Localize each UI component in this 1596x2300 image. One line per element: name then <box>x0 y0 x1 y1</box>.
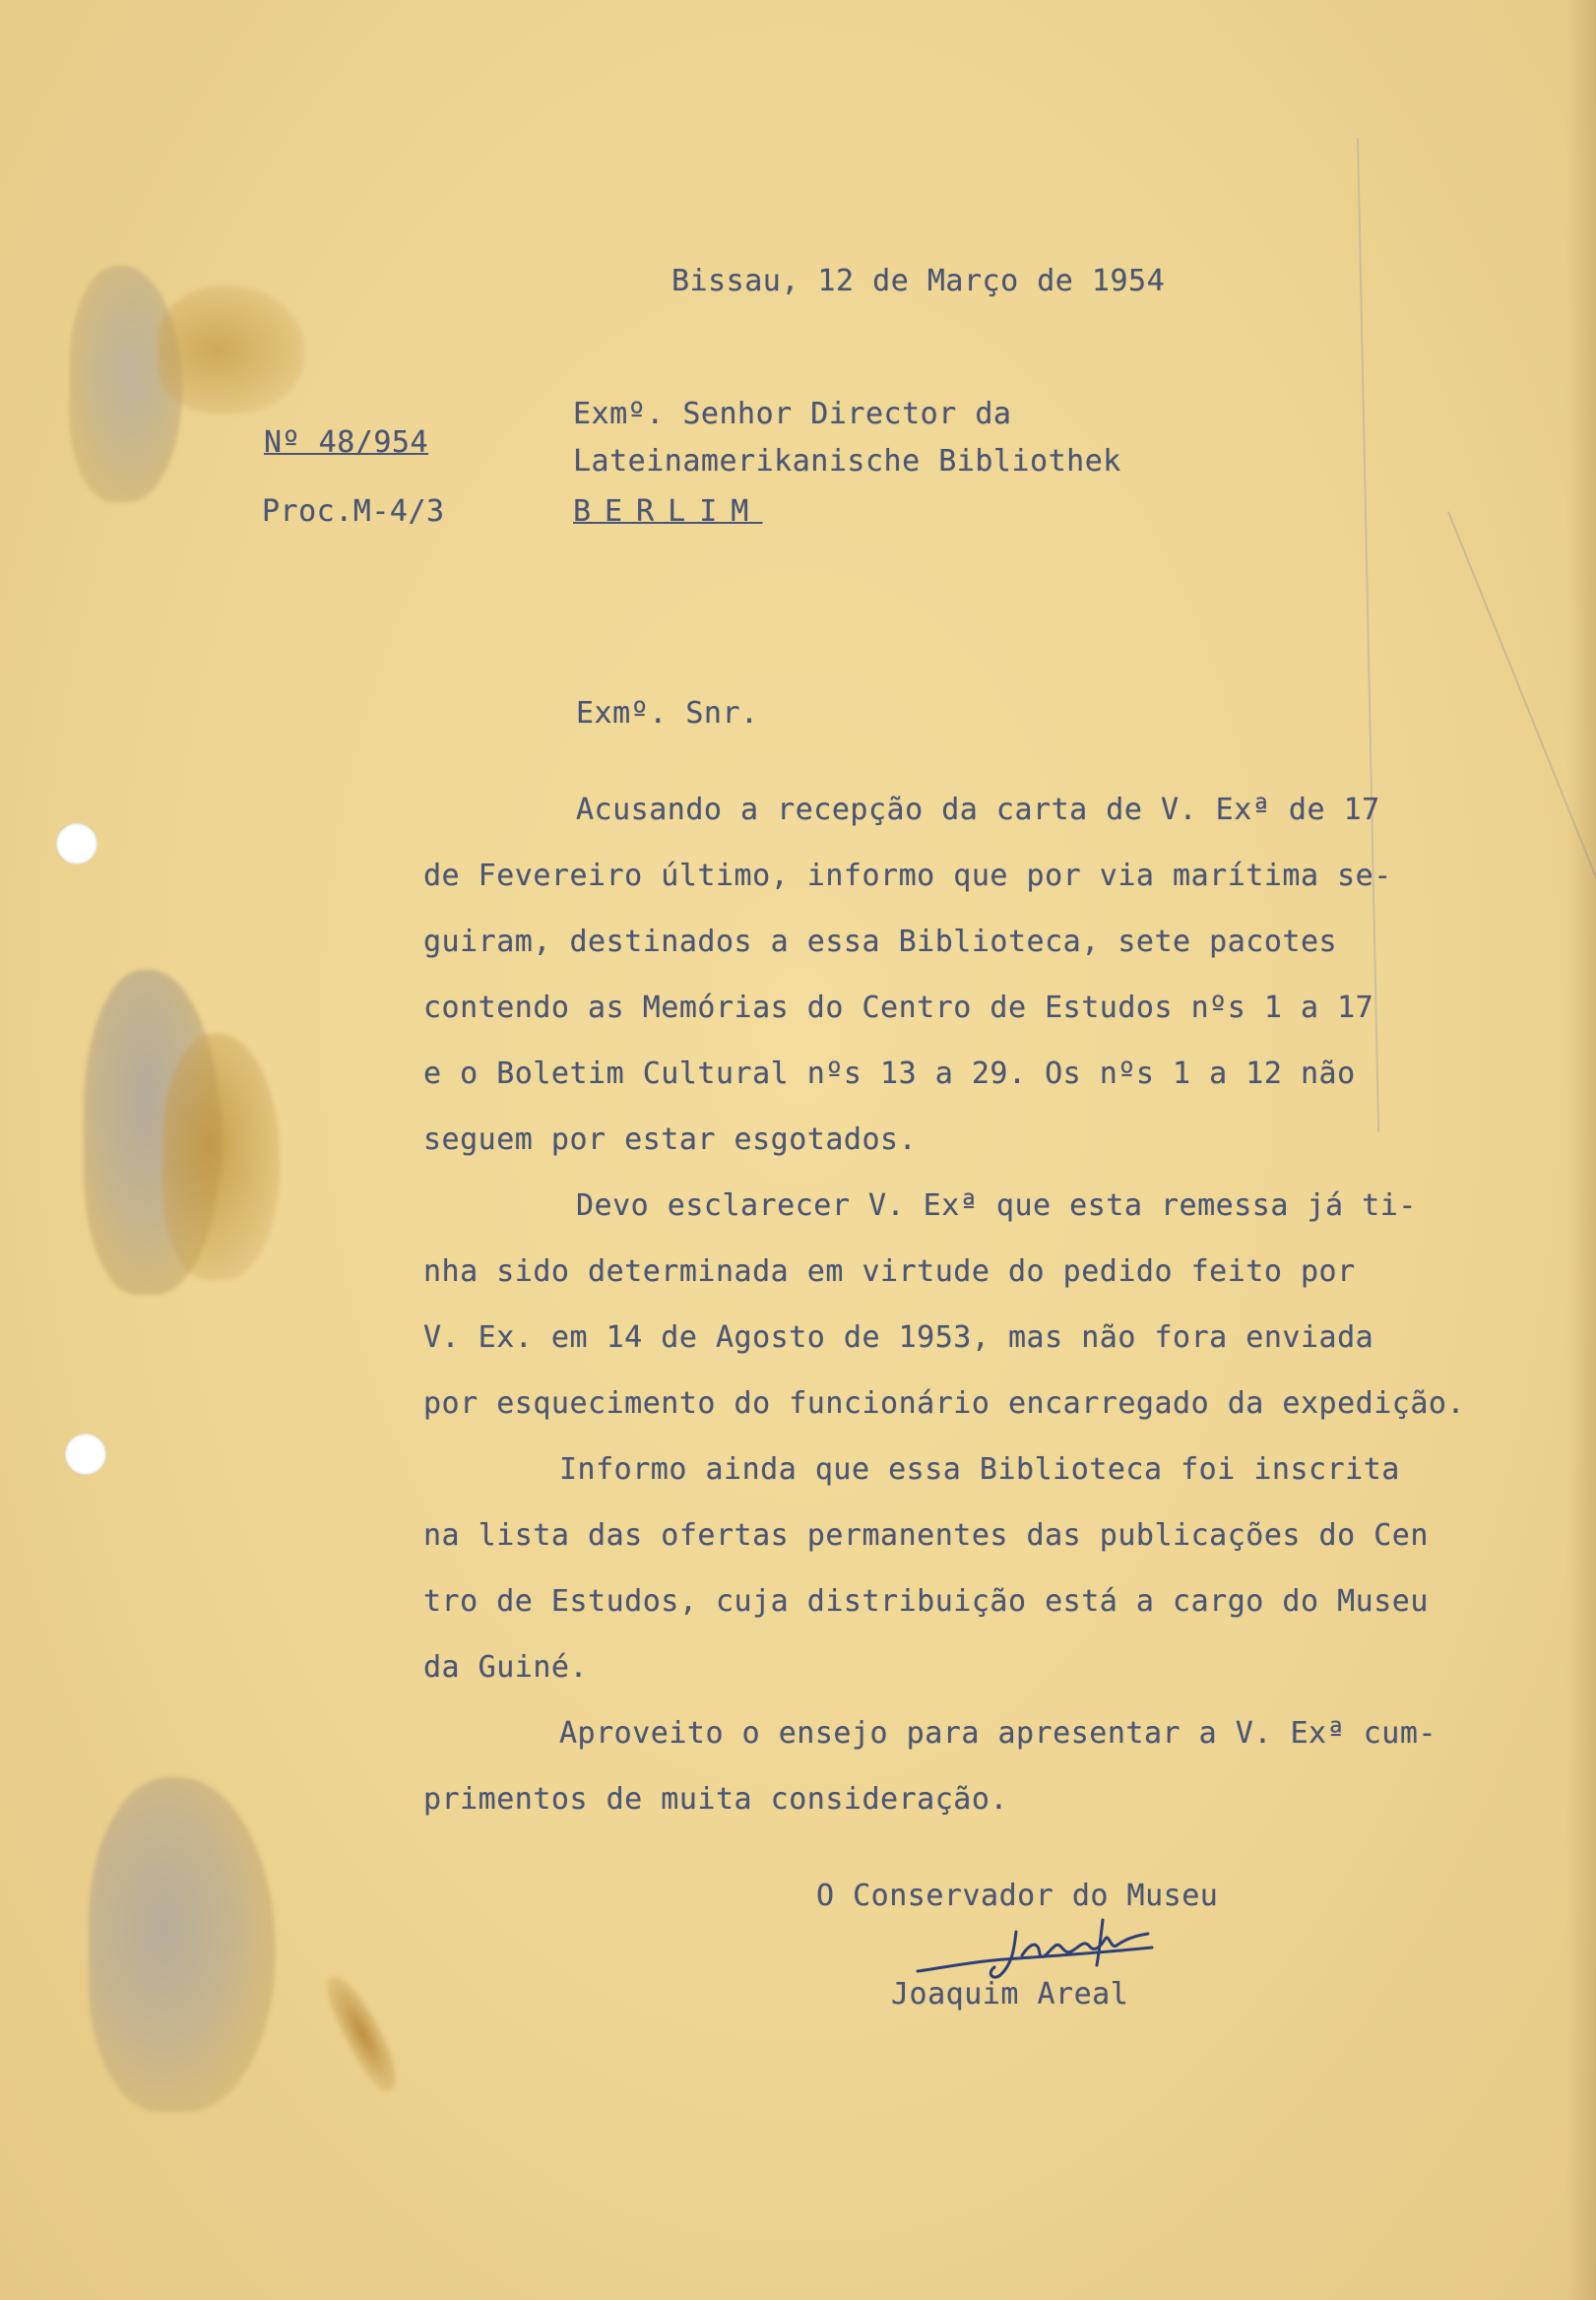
body-line: Aproveito o ensejo para apresentar a V. Exª cum- <box>559 1716 1436 1751</box>
salutation: Exmº. Snr. <box>576 696 759 731</box>
body-line: Informo ainda que essa Biblioteca foi inscrita <box>559 1452 1400 1487</box>
addressee-line-1: Exmº. Senhor Director da <box>573 397 1012 431</box>
addressee-city: BERLIM <box>573 494 763 529</box>
water-stain <box>162 1034 281 1280</box>
water-stain <box>89 1777 276 2112</box>
body-line: primentos de muita consideração. <box>423 1782 1008 1817</box>
punch-hole <box>56 823 97 864</box>
body-line: de Fevereiro último, informo que por via marítima se- <box>423 859 1392 893</box>
body-line: tro de Estudos, cuja distribuição está a cargo do Museu <box>423 1584 1429 1619</box>
body-line: Devo esclarecer V. Exª que esta remessa já ti- <box>576 1188 1417 1223</box>
signatory-name: Joaquim Areal <box>891 1977 1129 2012</box>
water-stain <box>317 1968 409 2098</box>
punch-hole <box>65 1434 106 1475</box>
process-reference: Proc.M-4/3 <box>262 494 445 529</box>
body-line: V. Ex. em 14 de Agosto de 1953, mas não fora enviada <box>423 1320 1374 1355</box>
paper-crease <box>1357 138 1379 1132</box>
letter-date: Bissau, 12 de Março de 1954 <box>671 264 1166 298</box>
body-line: Acusando a recepção da carta de V. Exª de 17 <box>576 793 1380 827</box>
closing-title: O Conservador do Museu <box>816 1879 1219 1913</box>
body-line: da Guiné. <box>423 1650 589 1685</box>
body-line: nha sido determinada em virtude do pedido feito por <box>423 1254 1356 1289</box>
paper-edge-shadow <box>1566 0 1596 2300</box>
water-stain <box>158 286 305 414</box>
reference-number: Nº 48/954 <box>264 425 429 460</box>
body-line: seguem por estar esgotados. <box>423 1122 918 1157</box>
body-line: guiram, destinados a essa Biblioteca, sete pacotes <box>423 925 1338 959</box>
addressee-line-2: Lateinamerikanische Bibliothek <box>573 444 1121 479</box>
body-line: por esquecimento do funcionário encarregado da expedição. <box>423 1386 1466 1421</box>
body-line: na lista das ofertas permanentes das publicações do Cen <box>423 1518 1429 1553</box>
body-line: contendo as Memórias do Centro de Estudos nºs 1 a 17 <box>423 990 1374 1025</box>
body-line: e o Boletim Cultural nºs 13 a 29. Os nºs 1 a 12 não <box>423 1056 1356 1091</box>
